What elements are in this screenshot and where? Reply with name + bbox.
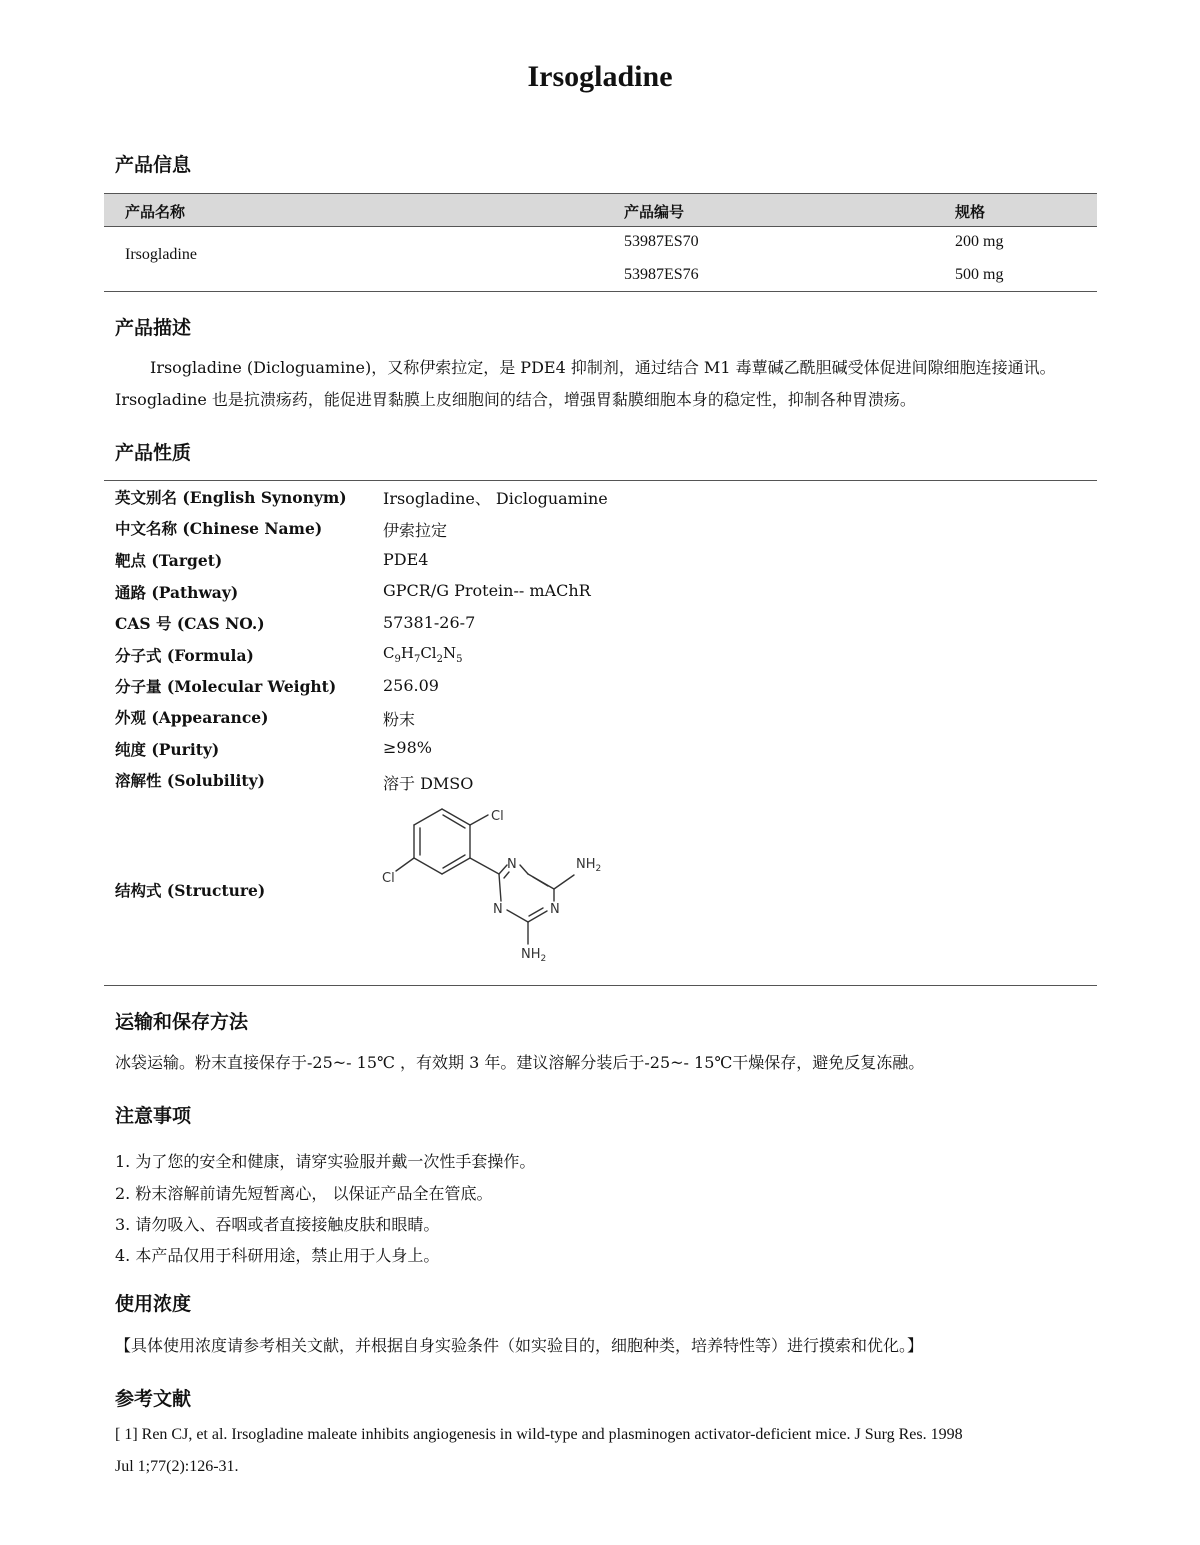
property-label-purity: 纯度 (Purity) <box>115 740 220 759</box>
svg-text:N: N <box>507 857 517 872</box>
concentration-text: 【具体使用浓度请参考相关文献，并根据自身实验条件（如实验目的，细胞种类，培养特性等）进行摸索和优化。】 <box>115 1336 924 1355</box>
property-value-purity: ≥98% <box>383 738 432 757</box>
svg-text:Cl: Cl <box>382 871 395 886</box>
properties-heading: 产品性质 <box>115 442 192 464</box>
product-code-cell: 53987ES70 <box>624 233 699 250</box>
column-header-code: 产品编号 <box>624 203 685 221</box>
property-value-target: PDE4 <box>383 550 429 569</box>
list-item: 3. 请勿吸入、吞咽或者直接接触皮肤和眼睛。 <box>115 1215 440 1234</box>
property-label-structure: 结构式 (Structure) <box>115 881 266 900</box>
property-label-chinese-name: 中文名称 (Chinese Name) <box>115 519 323 538</box>
product-code-cell: 53987ES76 <box>624 266 699 283</box>
property-value-solubility: 溶于 DMSO <box>383 774 474 793</box>
svg-text:N: N <box>493 902 503 917</box>
description-line-1: Irsogladine (Dicloguamine)，又称伊索拉定，是 PDE4 抑制剂，通过结合 M1 毒蕈碱乙酰胆碱受体促进间隙细胞连接通讯。 <box>150 358 1056 377</box>
table-header-row <box>104 194 1097 226</box>
product-name-cell: Irsogladine <box>125 246 197 263</box>
property-label-molecular-weight: 分子量 (Molecular Weight) <box>115 677 337 696</box>
reference-line-2: Jul 1;77(2):126-31. <box>115 1458 239 1475</box>
chemical-structure-diagram <box>370 800 620 975</box>
svg-text:Cl: Cl <box>491 809 504 824</box>
property-value-appearance: 粉末 <box>383 710 416 729</box>
table-header-rule <box>104 226 1097 227</box>
description-line-2: Irsogladine 也是抗溃疡药，能促进胃黏膜上皮细胞间的结合，增强胃黏膜细胞本身的稳定性，抑制各种胃溃疡。 <box>115 390 916 409</box>
storage-text: 冰袋运输。粉末直接保存于-25~- 15℃ ，有效期 3 年。建议溶解分装后于-25~- 15℃干燥保存，避免反复冻融。 <box>115 1053 925 1072</box>
properties-top-rule <box>104 480 1097 481</box>
list-item: 1. 为了您的安全和健康，请穿实验服并戴一次性手套操作。 <box>115 1152 536 1171</box>
property-value-pathway: GPCR/G Protein-- mAChR <box>383 581 591 600</box>
svg-text:N: N <box>550 902 560 917</box>
reference-line-1: [ 1] Ren CJ, et al. Irsogladine maleate inhibits angiogenesis in wild-type and plasminogen activator-deficient mice. J Surg Res. 1998 <box>115 1426 963 1443</box>
property-value-molecular-weight: 256.09 <box>383 676 439 695</box>
properties-bottom-rule <box>104 985 1097 986</box>
property-label-appearance: 外观 (Appearance) <box>115 708 269 727</box>
description-heading: 产品描述 <box>115 317 192 339</box>
column-header-name: 产品名称 <box>125 203 186 221</box>
property-label-english-synonym: 英文别名 (English Synonym) <box>115 488 347 507</box>
property-label-cas: CAS 号 (CAS NO.) <box>115 614 265 633</box>
product-size-cell: 200 mg <box>955 233 1004 250</box>
list-item: 2. 粉末溶解前请先短暂离心， 以保证产品全在管底。 <box>115 1184 493 1203</box>
property-value-chinese-name: 伊索拉定 <box>383 521 448 540</box>
column-header-size: 规格 <box>955 203 986 221</box>
table-bottom-rule <box>104 291 1097 292</box>
references-heading: 参考文献 <box>115 1388 192 1410</box>
notes-heading: 注意事项 <box>115 1105 192 1127</box>
property-label-solubility: 溶解性 (Solubility) <box>115 771 265 790</box>
product-info-heading: 产品信息 <box>115 154 192 176</box>
concentration-heading: 使用浓度 <box>115 1293 192 1315</box>
list-item: 4. 本产品仅用于科研用途，禁止用于人身上。 <box>115 1246 440 1265</box>
property-value-cas: 57381-26-7 <box>383 613 476 632</box>
property-label-formula: 分子式 (Formula) <box>115 646 254 665</box>
product-size-cell: 500 mg <box>955 266 1004 283</box>
storage-heading: 运输和保存方法 <box>115 1011 249 1033</box>
svg-text:NH2: $NH_2$ <box>521 947 547 964</box>
property-value-english-synonym: Irsogladine、 Dicloguamine <box>383 489 608 508</box>
svg-text:NH2: $NH_2$ <box>576 857 602 874</box>
page-title: Irsogladine <box>527 60 673 93</box>
property-label-target: 靶点 (Target) <box>115 551 223 570</box>
property-label-pathway: 通路 (Pathway) <box>115 583 239 602</box>
property-value-formula: $C_9H_7Cl_2N_5$ <box>383 644 463 665</box>
